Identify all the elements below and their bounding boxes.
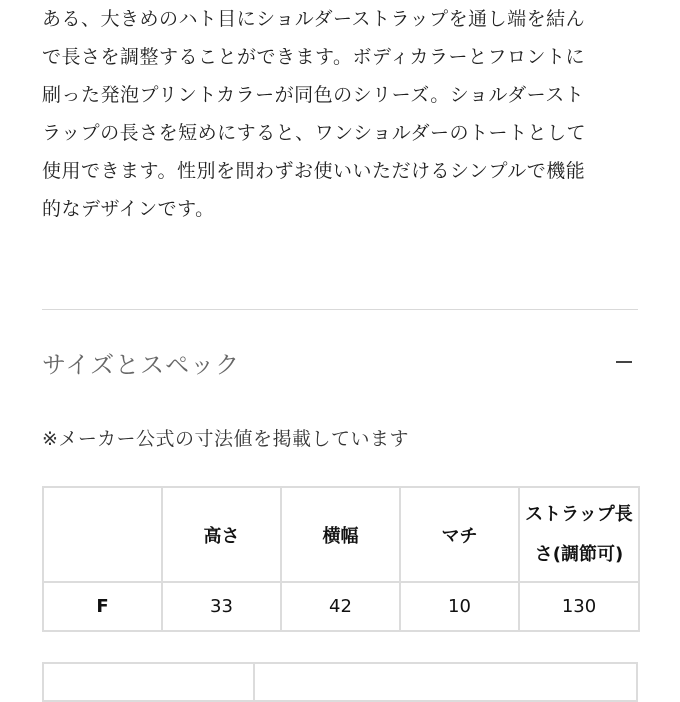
table-header-cell: 高さ: [162, 487, 281, 582]
table-header-cell: [43, 487, 162, 582]
table-cell-size: F: [43, 582, 162, 631]
size-spec-title: サイズとスペック: [42, 350, 241, 379]
table-cell: [42, 662, 253, 702]
description-line: 的なデザインです。: [42, 198, 215, 220]
size-spec-table: [42, 486, 640, 632]
table-header-cell: マチ: [400, 487, 519, 582]
description-line: ある、大きめのハト目にショルダーストラップを通し端を結ん: [42, 8, 586, 30]
product-description: [42, 0, 642, 228]
size-spec-accordion-header[interactable]: [42, 340, 638, 384]
section-divider: [42, 309, 638, 310]
table-cell: 33: [162, 582, 281, 631]
description-line: 刷った発泡プリントカラーが同色のシリーズ。ショルダースト: [42, 84, 585, 106]
table-row: [43, 582, 639, 631]
minus-icon[interactable]: [614, 352, 634, 372]
dimension-note: ※メーカー公式の寸法値を掲載しています: [42, 428, 410, 450]
table-cell: [253, 662, 638, 702]
table-cell: 130: [519, 582, 639, 631]
table-header-cell: 横幅: [281, 487, 400, 582]
strap-length-header: ストラップ長さ(調節可): [525, 503, 633, 565]
next-table-partial: [42, 662, 638, 702]
table-header-row: [43, 487, 639, 582]
table-cell: 10: [400, 582, 519, 631]
description-line: 使用できます。性別を問わずお使いいただけるシンプルで機能: [42, 160, 586, 182]
description-line: で長さを調整することができます。ボディカラーとフロントに: [42, 46, 585, 68]
table-header-cell: [519, 487, 639, 582]
table-cell: 42: [281, 582, 400, 631]
description-line: ラップの長さを短めにすると、ワンショルダーのトートとして: [42, 122, 587, 144]
